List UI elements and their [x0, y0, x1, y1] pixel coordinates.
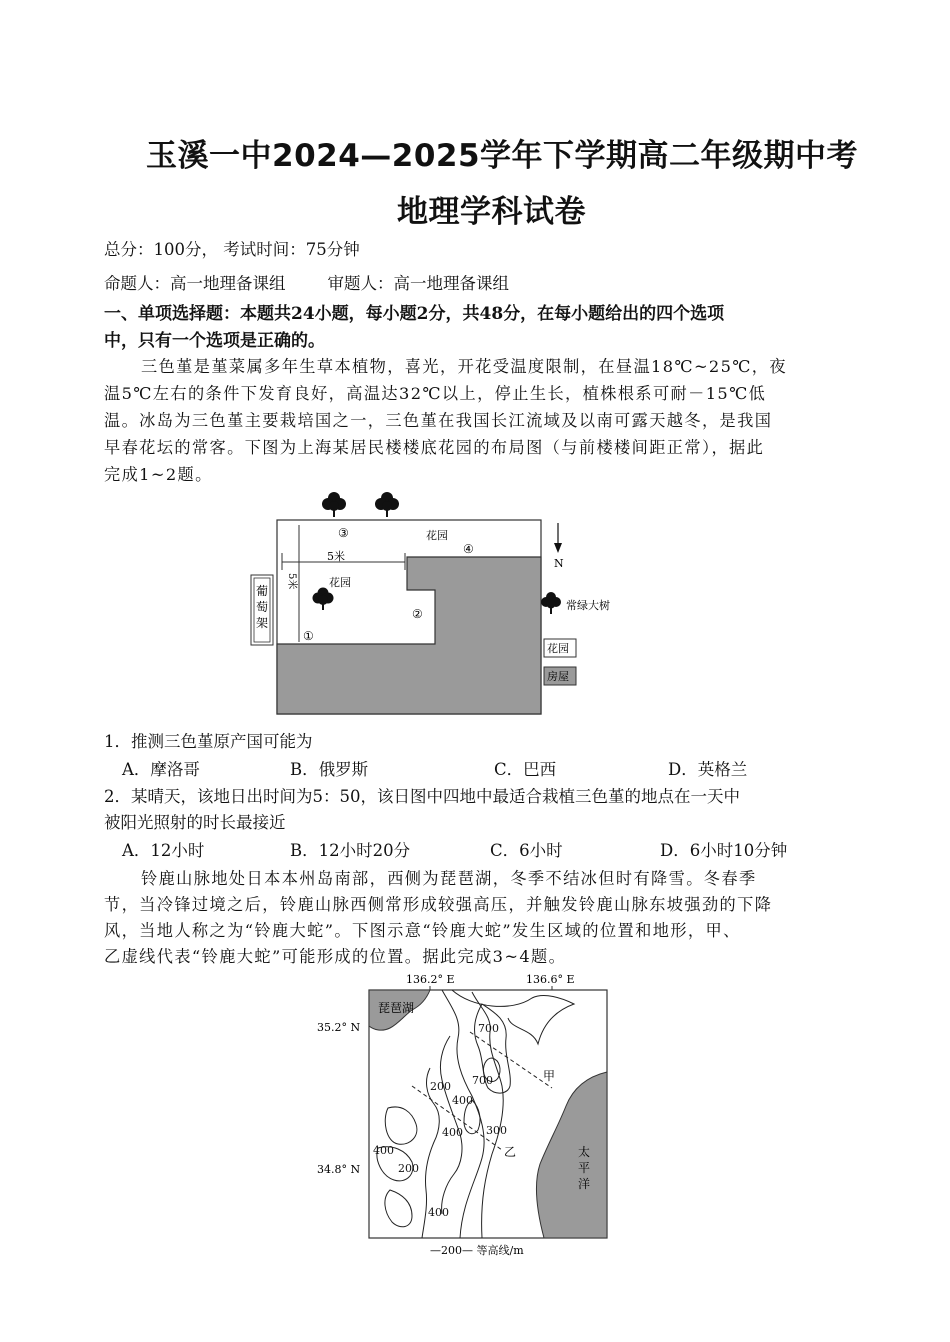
tree-icon — [322, 492, 346, 517]
contour-label: 400 — [373, 1144, 394, 1157]
topographic-map-figure — [312, 968, 622, 1260]
lat-label-top: 35.2° N — [317, 1021, 361, 1034]
point-3: ③ — [338, 526, 349, 540]
passage2-line: 节，当冷锋过境之后，铃鹿山脉西侧常形成较强高压，并触发铃鹿山脉东坡强劲的下降 — [104, 895, 773, 914]
q2-option-c: C．6小时 — [490, 841, 563, 860]
legend-garden-label: 花园 — [547, 642, 569, 655]
q1-option-c: C．巴西 — [494, 760, 557, 779]
passage1-line: 三色堇是堇菜属多年生草本植物，喜光，开花受温度限制，在昼温18℃~25℃，夜 — [141, 357, 787, 376]
question-1-stem: 1．推测三色堇原产国可能为 — [104, 732, 313, 751]
width-label: 5米 — [327, 550, 345, 563]
passage1-line: 早春花坛的常客。下图为上海某居民楼楼底花园的布局图（与前楼楼间距正常），据此 — [104, 438, 765, 457]
passage1-line: 完成1~2题。 — [104, 465, 213, 484]
contour-label: 400 — [452, 1094, 473, 1107]
lon-label-right: 136.6° E — [526, 973, 575, 986]
north-label: N — [554, 557, 564, 570]
q2-option-a: A．12小时 — [122, 841, 205, 860]
lat-label-bottom: 34.8° N — [317, 1163, 361, 1176]
ocean-label: 洋 — [578, 1177, 591, 1191]
legend-house-label: 房屋 — [547, 670, 569, 683]
point-4: ④ — [463, 542, 474, 556]
garden-label-left: 花园 — [329, 576, 351, 589]
section-heading-1: 一、单项选择题：本题共24小题，每小题2分，共48分，在每小题给出的四个选项 — [104, 304, 725, 324]
q1-option-b: B．俄罗斯 — [290, 760, 369, 779]
contour-label: 300 — [486, 1124, 507, 1137]
contour-label: 400 — [428, 1206, 449, 1219]
ocean-label: 太 — [578, 1145, 591, 1159]
jia-label: 甲 — [543, 1069, 556, 1083]
passage2-line: 风，当地人称之为“铃鹿大蛇”。下图示意“铃鹿大蛇”发生区域的位置和地形，甲、 — [104, 921, 741, 940]
q2-option-d: D．6小时10分钟 — [660, 841, 788, 860]
q1-option-a: A．摩洛哥 — [122, 760, 200, 779]
passage1-line: 温。冰岛为三色堇主要栽培国之一，三色堇在我国长江流域及以南可露天越冬，是我国 — [104, 411, 773, 430]
q1-option-d: D．英格兰 — [668, 760, 748, 779]
score-time: 总分：100分， 考试时间：75分钟 — [104, 240, 360, 259]
point-2: ② — [412, 607, 423, 621]
passage1-line: 温5℃左右的条件下发育良好，高温达32℃以上，停止生长，植株根系可耐－15℃低 — [104, 384, 767, 403]
page-title: 玉溪一中2024—2025学年下学期高二年级期中考 — [146, 138, 859, 174]
tree-icon — [375, 492, 399, 517]
legend-tree-label: 常绿大树 — [566, 599, 610, 612]
garden-label-top: 花园 — [426, 529, 448, 542]
q2-option-b: B．12小时20分 — [290, 841, 411, 860]
page-subtitle: 地理学科试卷 — [397, 194, 586, 230]
legend-tree-icon — [541, 592, 561, 614]
passage2-line: 乙虚线代表“铃鹿大蛇”可能形成的位置。据此完成3~4题。 — [104, 947, 567, 966]
point-1: ① — [303, 629, 314, 643]
contour-legend: —200— 等高线/m — [430, 1244, 524, 1257]
height-label: 5米 — [286, 573, 297, 590]
lake-label: 琵琶湖 — [378, 1001, 415, 1015]
garden-layout-figure — [245, 485, 625, 717]
contour-label: 200 — [430, 1080, 451, 1093]
passage2-line: 铃鹿山脉地处日本本州岛南部，西侧为琵琶湖，冬季不结冰但时有降雪。冬春季 — [141, 869, 757, 888]
contour-label: 700 — [478, 1022, 499, 1035]
contour-label: 200 — [398, 1162, 419, 1175]
ocean-label: 平 — [578, 1161, 591, 1175]
contour-label: 700 — [472, 1074, 493, 1087]
yi-label: 乙 — [504, 1145, 517, 1159]
authors: 命题人：高一地理备课组 审题人：高一地理备课组 — [104, 274, 509, 293]
grape-trellis-label: 葡萄架 — [256, 584, 269, 630]
question-2-stem-2: 被阳光照射的时长最接近 — [104, 813, 286, 832]
lon-label-left: 136.2° E — [406, 973, 455, 986]
section-heading-2: 中，只有一个选项是正确的。 — [104, 331, 325, 351]
contour-label: 400 — [442, 1126, 463, 1139]
question-2-stem: 2．某晴天，该地日出时间为5：50，该日图中四地中最适合栽植三色堇的地点在一天中 — [104, 787, 740, 806]
